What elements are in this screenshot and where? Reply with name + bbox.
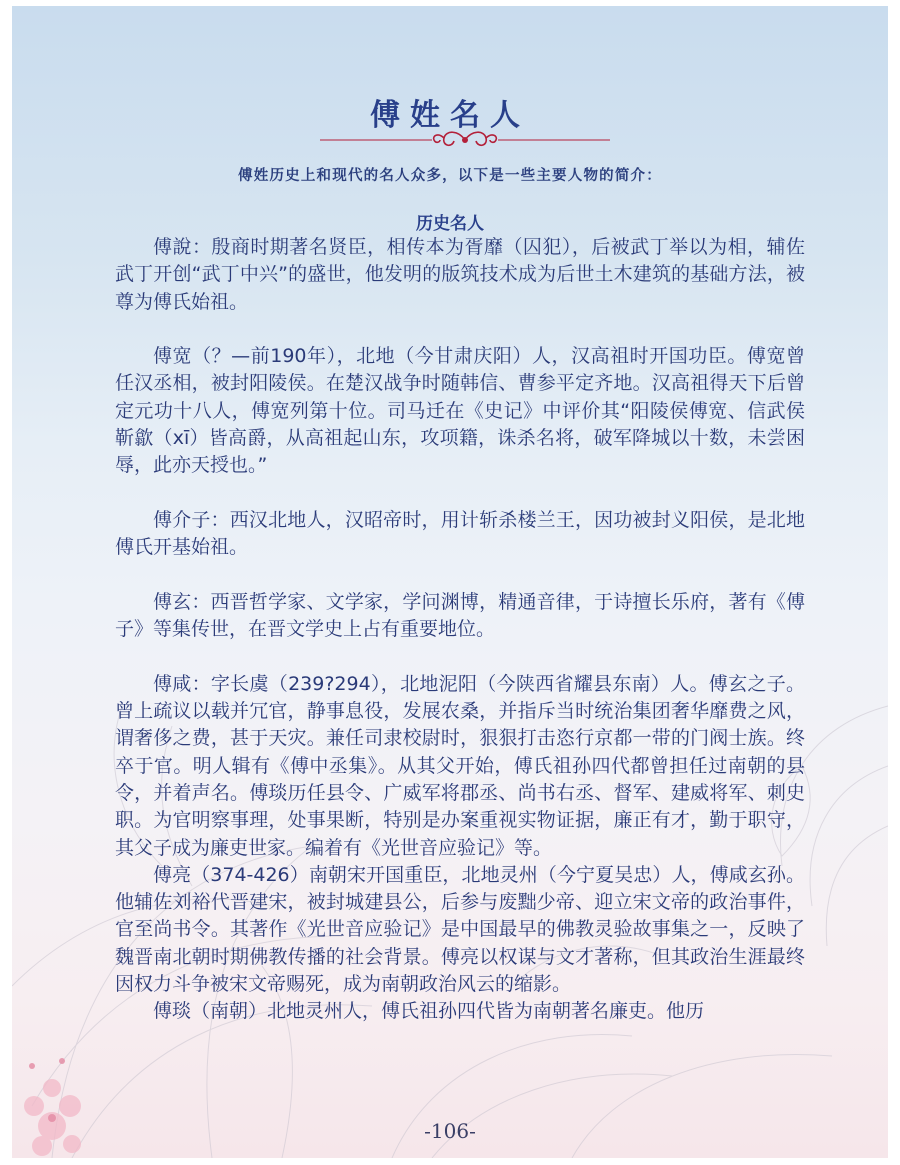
paragraph-fu-jiezi: 傅介子：西汉北地人，汉昭帝时，用计斩杀楼兰王，因功被封义阳侯，是北地傅氏开基始祖。 bbox=[115, 508, 805, 559]
article-body bbox=[115, 234, 805, 1026]
paragraph-fu-yue: 傅說：殷商时期著名贤臣，相传本为胥靡（囚犯），后被武丁举以为相，辅佐武丁开创“武丁中兴”的盛世，他发明的版筑技术成为后世土木建筑的基础方法，被尊为傅氏始祖。 bbox=[115, 236, 805, 313]
paragraph-fu-kuan: 傅宽（？—前190年），北地（今甘肃庆阳）人，汉高祖时开国功臣。傅宽曾任汉丞相，被封阳陵侯。在楚汉战争时随韩信、曹参平定齐地。汉高祖得天下后曾定元功十八人，傅宽列第十位。司马迁在《史记》中评价其“阳陵侯傅宽、信武侯靳歙（xī）皆高爵，从高祖起山东，攻项籍，诛杀名将，破军降城以十数，未尝困辱，此亦天授也。” bbox=[115, 345, 805, 477]
intro-text: 傅姓历史上和现代的名人众多，以下是一些主要人物的简介： bbox=[238, 168, 662, 184]
page-number: -106- bbox=[424, 1119, 476, 1143]
title-ornament-divider bbox=[320, 126, 610, 154]
paragraph-fu-liang: 傅亮（374-426）南朝宋开国重臣，北地灵州（今宁夏吴忠）人，傅咸玄孙。他辅佐刘裕代晋建宋，被封城建县公，后参与废黜少帝、迎立宋文帝的政治事件，官至尚书令。其著作《光世音应验记》是中国最早的佛教灵验故事集之一，反映了魏晋南北朝时期佛教传播的社会背景。傅亮以权谋与文才著称，但其政治生涯最终因权力斗争被宋文帝赐死，成为南朝政治风云的缩影。 bbox=[115, 863, 805, 996]
section-heading: 历史名人 bbox=[416, 214, 484, 234]
document-page bbox=[12, 6, 888, 1158]
paragraph-fu-xuan: 傅玄：西晋哲学家、文学家，学问渊博，精通音律，于诗擅长乐府，著有《傅子》等集传世，在晋文学史上占有重要地位。 bbox=[115, 590, 805, 641]
paragraph-fu-xian: 傅咸：字长虞（239?294），北地泥阳（今陕西省耀县东南）人。傅玄之子。曾上疏议以载并冗官，静事息役，发展农桑，并指斥当时统治集团奢华靡费之风，谓奢侈之费，甚于天灾。兼任司隶校尉时，狠狠打击恣行京都一带的门阀士族。终卒于官。明人辑有《傅中丞集》。从其父开始，傅氏祖孙四代都曾担任过南朝的县令，并着声名。傅琰历任县令、广威军将郡丞、尚书右丞、督军、建威将军、刺史职。为官明察事理，处事果断，特别是办案重视实物证据，廉正有才，勤于职守，其父子成为廉吏世家。编着有《光世音应验记》等。 bbox=[115, 672, 805, 859]
page-title: 傅姓名人 bbox=[370, 98, 530, 133]
paragraph-fu-yan: 傅琰（南朝）北地灵州人，傅氏祖孙四代皆为南朝著名廉吏。他历 bbox=[153, 1000, 705, 1023]
